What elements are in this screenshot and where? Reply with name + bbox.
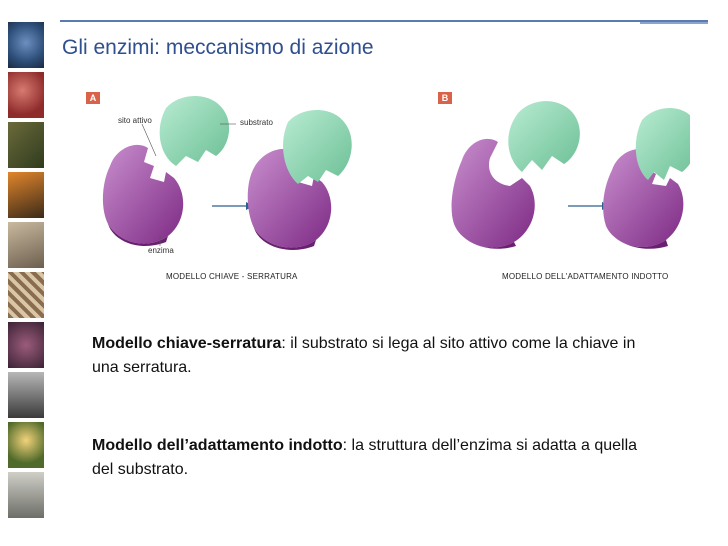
panel-a-substrate-bound xyxy=(283,110,352,184)
panel-b-substrate-bound xyxy=(636,108,690,180)
strip-image-animal xyxy=(8,222,44,268)
label-active-site: sito attivo xyxy=(118,116,152,125)
panel-b-badge: B xyxy=(438,92,452,104)
paragraph-lock-and-key xyxy=(92,332,652,380)
paragraph-induced-fit xyxy=(92,434,652,482)
strip-image-earth xyxy=(8,22,44,68)
strip-image-person xyxy=(8,372,44,418)
label-enzyme: enzima xyxy=(148,246,174,255)
paragraph-lock-and-key-bold: Modello chiave-serratura xyxy=(92,335,282,352)
figure-illustration xyxy=(70,86,690,296)
strip-image-cells xyxy=(8,72,44,118)
enzyme-model-figure xyxy=(70,86,690,296)
strip-image-leaves xyxy=(8,122,44,168)
panel-b-substrate-free xyxy=(508,101,580,172)
paragraph-lock-and-key-text: : il substrato si lega al sito attivo come la chiave in una serratura. xyxy=(92,335,636,376)
strip-image-butterfly xyxy=(8,172,44,218)
strip-image-group xyxy=(8,472,44,518)
panel-a-caption: MODELLO CHIAVE - SERRATURA xyxy=(166,272,298,281)
paragraph-induced-fit-bold: Modello dell’adattamento indotto xyxy=(92,437,343,454)
label-substrate: substrato xyxy=(240,118,273,127)
panel-b-caption: MODELLO DELL'ADATTAMENTO INDOTTO xyxy=(502,272,669,281)
top-rule-accent xyxy=(640,22,708,24)
strip-image-cluster xyxy=(8,322,44,368)
paragraph-induced-fit-text: : la struttura dell’enzima si adatta a quella del substrato. xyxy=(92,437,638,478)
decorative-image-strip xyxy=(0,0,48,546)
strip-image-pattern xyxy=(8,272,44,318)
panel-a-badge: A xyxy=(86,92,100,104)
strip-image-flower xyxy=(8,422,44,468)
slide-title: Gli enzimi: meccanismo di azione xyxy=(62,36,374,59)
top-rule xyxy=(60,20,708,22)
panel-a-substrate-free xyxy=(160,96,229,166)
